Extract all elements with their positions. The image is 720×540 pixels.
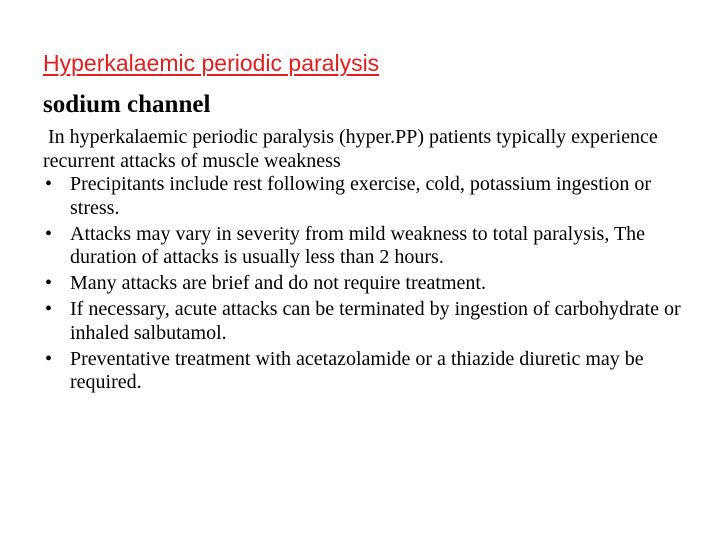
bullet-icon: •	[45, 272, 53, 294]
bullet-text: Attacks may vary in severity from mild weakness to total paralysis, The duration of attacks is usually less than 2 hours.	[70, 222, 646, 268]
slide-subtitle: sodium channel	[43, 91, 211, 118]
bullet-item-severity	[43, 223, 683, 270]
bullet-list	[43, 173, 683, 395]
intro-paragraph: In hyperkalaemic periodic paralysis (hyper.PP) patients typically experience recurrent attacks of muscle weakness	[43, 126, 658, 172]
bullet-item-acute-treatment	[43, 298, 683, 345]
bullet-item-preventative-treatment	[43, 348, 683, 395]
bullet-icon: •	[45, 222, 53, 245]
bullet-item-precipitants	[43, 173, 683, 220]
bullet-text: Many attacks are brief and do not require treatment.	[70, 272, 486, 294]
bullet-icon: •	[45, 347, 53, 370]
bullet-icon: •	[45, 298, 53, 320]
bullet-text: If necessary, acute attacks can be terminated by ingestion of carbohydrate or inhaled salbutamol.	[70, 298, 681, 344]
bullet-text: Precipitants include rest following exercise, cold, potassium ingestion or stress.	[70, 173, 651, 219]
bullet-text: Preventative treatment with acetazolamide or a thiazide diuretic may be required.	[70, 347, 644, 393]
bullet-item-brief-attacks	[43, 272, 683, 296]
slide-body	[43, 126, 683, 397]
slide-title: Hyperkalaemic periodic paralysis	[43, 50, 380, 76]
bullet-icon: •	[45, 173, 53, 195]
